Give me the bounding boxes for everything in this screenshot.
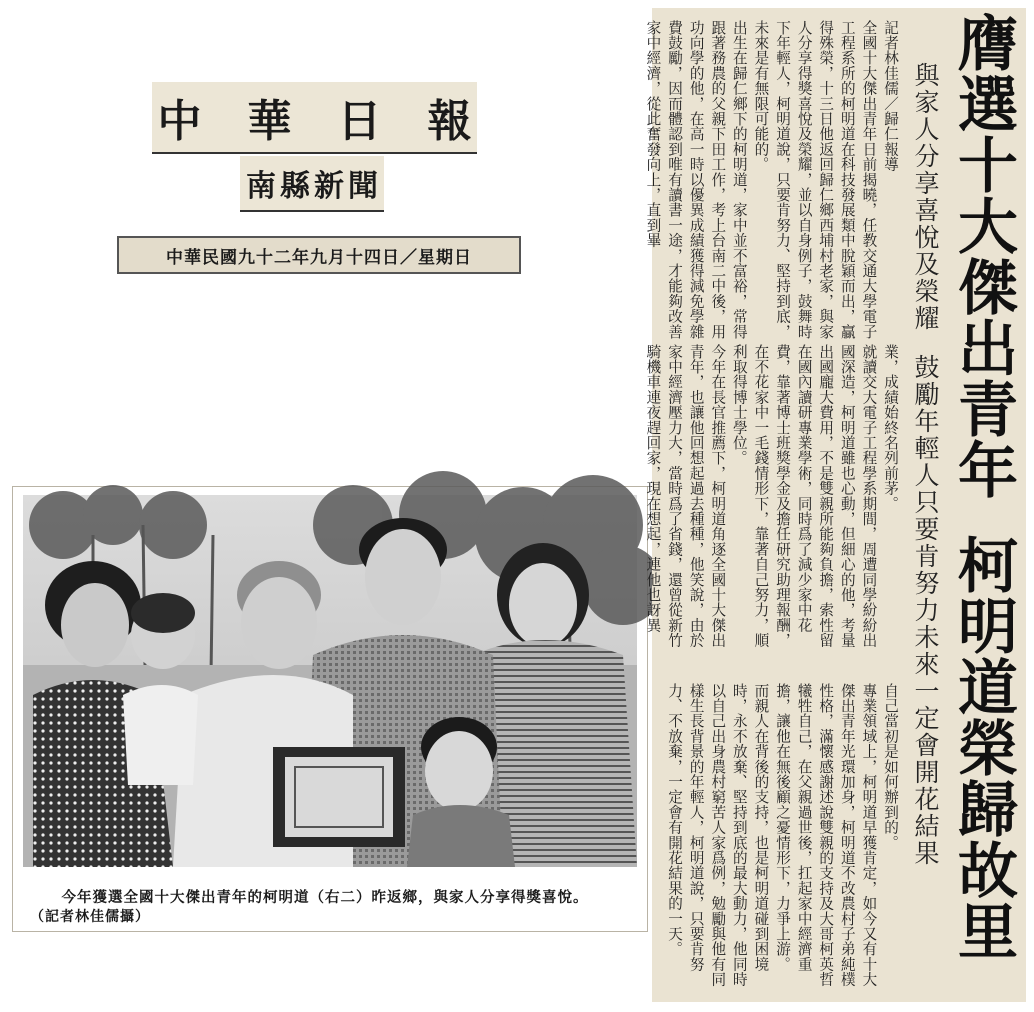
- photo-credit: （記者林佳儒攝）: [30, 909, 150, 925]
- paragraph: 就讀交大電子工程學系期間，周遭同學紛紛出國深造，柯明道雖也心動，但細心的他，考量出國龐大費用，不是雙親所能夠負擔，索性留在國內讀研專業學術，同時爲了減少家中花費，靠著博士班獎學金及擔任研究助理報酬，在不花家中一毛錢情形下，靠著自己努力，順利取得博士學位。: [730, 344, 878, 648]
- family-photo-illustration: [23, 495, 637, 867]
- article-column-3: [663, 683, 901, 997]
- article-byline: 記者林佳儒／歸仁報導: [882, 20, 899, 172]
- subhead-part2: 鼓勵年輕人只要肯努力未來一定會開花結果: [911, 354, 940, 867]
- paragraph: 業，成績始終名列前茅。: [882, 344, 899, 512]
- paragraph: 今年在長官推薦下，柯明道角逐全國十大傑出青年，也讓他回想起過去種種，他笑說，由於家中經濟壓力大，當時爲了省錢，還曾從新竹騎機車連夜趕回家，現在想起，連他也訝異: [644, 344, 727, 648]
- paragraph: 自己當初是如何辦到的。: [882, 683, 899, 851]
- article-headline: [946, 12, 1020, 1002]
- headline-part1: 膺選十大傑出青年: [948, 12, 1018, 500]
- publication-date: 中華民國九十二年九月十四日／星期日: [166, 247, 472, 268]
- photo-caption: 今年獲選全國十大傑出青年的柯明道（右二）昨返鄉，與家人分享得獎喜悅。: [61, 889, 589, 906]
- photo-frame: [12, 486, 648, 932]
- newspaper-masthead: [152, 82, 518, 154]
- paragraph: 而親人在背後的支持，也是柯明道碰到困境時，永不放棄、堅持到底的最大動力，他同時以自己出身農村窮苦人家爲例，勉勵與他有同樣生長背景的年輕人，柯明道說，只要肯努力、不放棄，一定會有開花結果的一天。: [666, 683, 770, 987]
- article-subheadline: [906, 62, 944, 962]
- headline-part2: 柯明道榮歸故里: [948, 534, 1018, 961]
- subhead-part1: 與家人分享喜悅及榮耀: [911, 62, 940, 332]
- section-title: [240, 156, 384, 212]
- paragraph: 專業領域上，柯明道早獲肯定，如今又有十大傑出青年光環加身，柯明道不改農村子弟純樸性格，滿懷感謝述說雙親的支持及大哥柯英哲犧牲自己，在父親過世後，扛起家中經濟重擔，讓他在無後顧之憂情形下，力爭上游。: [774, 683, 878, 987]
- section-name: 南縣新聞: [246, 169, 382, 204]
- article-column-2: [644, 344, 901, 662]
- date-banner: [117, 236, 521, 274]
- newspaper-name: 中華日報: [157, 96, 518, 147]
- family-photo: [23, 495, 637, 867]
- article-column-1: [644, 20, 901, 352]
- paragraph: 全國十大傑出青年日前揭曉，任教交通大學電子工程系所的柯明道在科技發展類中脫穎而出，贏得殊榮，十三日他返回歸仁鄉西埔村老家，與家人分享得獎喜悅及榮耀，並以自身例子，鼓舞時下年輕人，柯明道說，只要肯努力、堅持到底，未來是有無限可能的。: [752, 20, 878, 340]
- paragraph: 出生在歸仁鄉下的柯明道，家中並不富裕，常得跟著務農的父親下田工作，考上台南二中後，用功向學的他，在高一時以優異成績獲得減免學雜費鼓勵，因而體認到唯有讀書一途，才能夠改善家中經濟，從此奮發向上，直到畢: [644, 20, 748, 340]
